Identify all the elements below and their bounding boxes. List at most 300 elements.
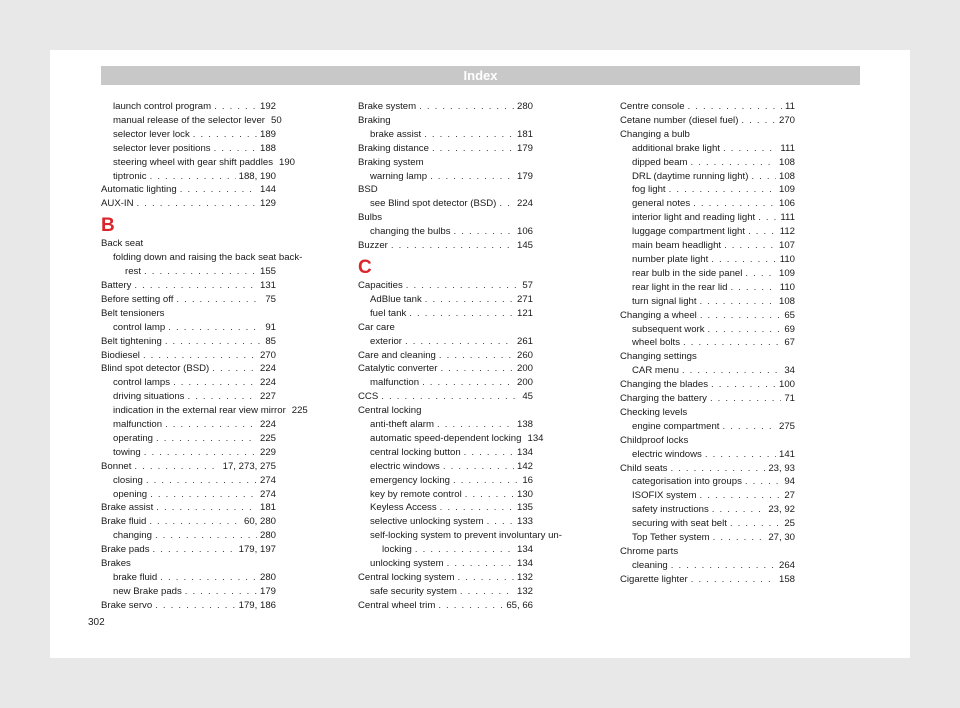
dot-leader	[745, 267, 776, 281]
index-entry-page[interactable]: 106	[516, 226, 533, 238]
index-entry-page[interactable]: 60, 280	[243, 516, 276, 528]
index-entry-page[interactable]: 23, 93	[768, 462, 795, 474]
index-entry-term: Changing a wheel	[620, 309, 697, 321]
index-entry-term: general notes	[632, 198, 691, 210]
index-entry-page[interactable]: 225	[259, 432, 276, 444]
index-entry-term: Chrome parts	[620, 546, 679, 557]
index-entry-term: subsequent work	[632, 323, 705, 335]
dot-leader	[422, 376, 514, 390]
dot-leader	[671, 559, 776, 573]
index-entry-page[interactable]: 181	[259, 502, 276, 514]
index-entry-term: securing with seat belt	[632, 518, 727, 530]
index-entry-term: Brake pads	[101, 544, 150, 556]
dot-leader	[670, 462, 765, 476]
index-entry-term: Checking levels	[620, 406, 688, 418]
dot-leader	[430, 170, 514, 184]
index-subentry	[620, 197, 795, 211]
index-entry-term: locking	[382, 544, 412, 556]
dot-leader	[683, 336, 781, 350]
index-entry-page[interactable]: 224	[259, 419, 276, 431]
dot-leader	[173, 376, 257, 390]
index-subentry	[620, 253, 795, 267]
index-entry-term: dipped beam	[632, 156, 688, 168]
index-entry	[620, 100, 795, 114]
index-entry-page[interactable]: 11	[785, 101, 795, 112]
index-entry	[101, 197, 276, 211]
index-entry-page[interactable]: 110	[779, 253, 795, 265]
index-entry	[620, 114, 795, 128]
index-subentry	[101, 418, 276, 432]
index-entry-page[interactable]: 134	[516, 544, 533, 556]
dot-leader	[723, 142, 777, 156]
dot-leader	[748, 225, 777, 239]
dot-leader	[705, 448, 776, 462]
index-entry-page[interactable]: 280	[259, 530, 276, 542]
index-entry-page[interactable]: 134	[527, 432, 544, 444]
index-subentry	[620, 364, 795, 378]
index-entry	[620, 378, 795, 392]
index-subentry	[358, 197, 533, 211]
index-entry-term: selective unlocking system	[370, 516, 484, 528]
index-entry	[101, 237, 276, 251]
index-entry-term: fuel tank	[370, 307, 407, 319]
index-entry	[358, 156, 533, 170]
index-entry-term: Battery	[101, 279, 132, 291]
index-entry-term: CCS	[358, 391, 379, 403]
index-entry-page[interactable]: 91	[265, 321, 276, 333]
index-subentry	[101, 432, 276, 446]
index-entry-page[interactable]: 108	[778, 170, 795, 182]
index-entry-term: anti-theft alarm	[370, 419, 434, 431]
dot-leader	[724, 239, 776, 253]
index-entry-page[interactable]: 275	[778, 420, 795, 432]
index-entry-page[interactable]: 270	[778, 114, 795, 126]
index-entry-page[interactable]: 69	[784, 323, 795, 335]
dot-leader	[212, 362, 257, 376]
index-subentry	[101, 376, 276, 390]
index-entry-term: steering wheel with gear shift paddles	[113, 156, 273, 168]
index-entry	[101, 307, 276, 321]
index-entry-page[interactable]: 271	[516, 293, 533, 305]
dot-leader	[156, 432, 257, 446]
index-entry-page[interactable]: 108	[778, 295, 795, 307]
index-subentry	[358, 543, 533, 557]
index-entry-term: electric windows	[370, 460, 440, 472]
index-entry-page[interactable]: 107	[778, 240, 795, 252]
index-entry-page[interactable]: 129	[259, 198, 276, 210]
index-entry-page[interactable]: 138	[516, 419, 533, 431]
index-entry-page[interactable]: 23, 92	[768, 504, 795, 516]
index-entry	[101, 349, 276, 363]
index-subentry	[101, 170, 276, 184]
index-entry-page[interactable]: 112	[779, 226, 795, 238]
index-entry	[358, 321, 533, 335]
index-entry-term: Central locking system	[358, 572, 455, 583]
dot-leader	[758, 211, 777, 225]
dot-leader	[499, 197, 514, 211]
index-subentry	[620, 183, 795, 197]
index-entry-term: fog light	[632, 184, 666, 196]
index-entry-term: BSD	[358, 184, 378, 196]
index-subentry	[358, 474, 533, 488]
index-entry-term: Cetane number (diesel fuel)	[620, 114, 739, 126]
dot-leader	[682, 364, 781, 378]
index-entry-page[interactable]: 50	[270, 114, 282, 126]
dot-leader	[700, 489, 782, 503]
index-entry	[358, 183, 533, 197]
index-entry-term: safe security system	[370, 585, 457, 597]
index-entry-term: Brakes	[101, 558, 131, 570]
index-entry-term: Back seat	[101, 238, 144, 250]
index-entry-page[interactable]: 274	[259, 488, 276, 500]
index-entry-term: Child seats	[620, 462, 668, 474]
index-entry-page[interactable]: 106	[778, 198, 795, 210]
index-letter-heading: B	[101, 215, 115, 237]
index-entry-term: turn signal light	[632, 295, 697, 307]
dot-leader	[437, 418, 514, 432]
index-subentry	[620, 295, 795, 309]
index-entry-page[interactable]: 192	[259, 101, 276, 112]
index-entry-term: launch control program	[113, 101, 212, 112]
index-entry-page[interactable]: 27	[784, 490, 795, 502]
index-subentry	[101, 156, 296, 170]
index-entry-page[interactable]: 45	[522, 391, 533, 403]
index-entry-term: Centre console	[620, 101, 685, 112]
dot-leader	[160, 571, 257, 585]
index-entry-term: key by remote control	[370, 488, 462, 500]
index-entry-term: self-locking system to prevent involuntary un-	[370, 530, 562, 542]
index-subentry	[620, 239, 795, 253]
index-entry-term: safety instructions	[632, 504, 709, 516]
dot-leader	[438, 599, 503, 613]
index-entry	[620, 573, 795, 587]
index-entry-term: malfunction	[113, 419, 163, 431]
index-entry-page[interactable]: 145	[516, 240, 533, 252]
index-entry-page[interactable]: 224	[259, 363, 276, 375]
index-entry-page[interactable]: 200	[516, 377, 533, 389]
index-entry-term: Blind spot detector (BSD)	[101, 363, 210, 375]
dot-leader	[464, 446, 514, 460]
index-entry-page[interactable]: 71	[784, 393, 795, 405]
dot-leader	[722, 420, 776, 434]
index-subentry	[358, 529, 562, 543]
index-entry	[101, 335, 276, 349]
index-entry-term: selector lever lock	[113, 128, 190, 140]
index-entry-page[interactable]: 155	[259, 266, 276, 278]
index-entry-term: categorisation into groups	[632, 476, 742, 488]
index-entry-term: Central locking	[358, 405, 422, 417]
index-letter-heading: C	[358, 256, 372, 278]
index-entry	[358, 114, 533, 128]
dot-leader	[447, 557, 514, 571]
dot-leader	[150, 170, 236, 184]
index-entry	[358, 390, 533, 404]
index-subentry	[620, 559, 795, 573]
index-entry-page[interactable]: 65	[784, 309, 795, 321]
index-entry	[101, 557, 276, 571]
index-entry-term: Changing a bulb	[620, 128, 690, 140]
index-entry-page[interactable]: 133	[516, 516, 533, 528]
index-entry-page[interactable]: 224	[259, 377, 276, 389]
index-entry-page[interactable]: 121	[516, 307, 533, 319]
dot-leader	[730, 281, 776, 295]
index-entry-term: changing	[113, 530, 152, 542]
index-entry-page[interactable]: 135	[516, 502, 533, 514]
dot-leader	[134, 460, 219, 474]
index-entry-term: rear bulb in the side panel	[632, 267, 743, 279]
index-entry-term: Automatic lighting	[101, 184, 177, 196]
index-entry-page[interactable]: 179	[516, 170, 533, 182]
index-entry-page[interactable]: 85	[265, 335, 276, 347]
index-entry-page[interactable]: 190	[279, 156, 296, 168]
index-entry-term: Car care	[358, 321, 395, 333]
index-entry-page[interactable]: 270	[259, 349, 276, 361]
index-entry	[101, 515, 276, 529]
dot-leader	[669, 183, 776, 197]
index-entry-term: see Blind spot detector (BSD)	[370, 198, 497, 210]
index-entry-page[interactable]: 132	[516, 572, 533, 583]
index-entry-term: tiptronic	[113, 170, 147, 182]
index-entry-page[interactable]: 75	[265, 293, 276, 305]
index-entry-page[interactable]: 131	[259, 279, 276, 291]
dot-leader	[419, 100, 514, 114]
dot-leader	[711, 378, 776, 392]
index-entry-term: Keyless Access	[370, 502, 437, 514]
index-entry-page[interactable]: 34	[784, 365, 795, 377]
index-entry-term: main beam headlight	[632, 240, 722, 252]
index-entry-term: Changing settings	[620, 351, 697, 363]
index-entry-term: cleaning	[632, 559, 668, 571]
dot-leader	[439, 349, 514, 363]
dot-leader	[406, 279, 520, 293]
dot-leader	[155, 599, 235, 613]
index-entry-page[interactable]: 179	[516, 142, 533, 154]
index-entry	[358, 279, 533, 293]
index-entry-term: new Brake pads	[113, 585, 182, 597]
index-subentry	[101, 474, 276, 488]
index-entry-page[interactable]: 181	[516, 128, 533, 140]
index-entry-term: exterior	[370, 335, 402, 347]
index-entry-page[interactable]: 158	[778, 573, 795, 585]
dot-leader	[165, 418, 257, 432]
index-entry-term: Before setting off	[101, 293, 174, 305]
index-entry-page[interactable]: 144	[259, 184, 276, 196]
index-entry	[101, 279, 276, 293]
index-entry-term: indication in the external rear view mirror	[113, 405, 286, 417]
index-entry-page[interactable]: 67	[784, 337, 795, 349]
index-entry-term: Care and cleaning	[358, 349, 436, 361]
index-subentry	[101, 529, 276, 543]
index-entry-page[interactable]: 274	[259, 474, 276, 486]
index-entry-page[interactable]: 17, 273, 275	[222, 460, 276, 472]
dot-leader	[700, 309, 782, 323]
dot-leader	[487, 515, 514, 529]
index-entry	[101, 293, 276, 307]
index-entry-page[interactable]: 264	[778, 559, 795, 571]
index-subentry	[620, 170, 795, 184]
index-entry-term: rear light in the rear lid	[632, 281, 728, 293]
index-entry-page[interactable]: 200	[516, 363, 533, 375]
index-entry	[101, 543, 276, 557]
index-entry-page[interactable]: 280	[259, 572, 276, 583]
index-subentry	[358, 170, 533, 184]
index-column-2	[358, 100, 562, 613]
dot-leader	[187, 390, 257, 404]
index-entry	[101, 183, 276, 197]
index-entry-page[interactable]: 188, 190	[238, 170, 276, 182]
index-entry-page[interactable]: 142	[516, 460, 533, 472]
page-number: 302	[88, 617, 105, 628]
index-entry-page[interactable]: 261	[516, 335, 533, 347]
index-subentry	[358, 376, 533, 390]
index-entry-term: Brake system	[358, 101, 417, 112]
index-entry	[101, 362, 276, 376]
index-entry-term: Belt tensioners	[101, 307, 165, 319]
dot-leader	[691, 573, 776, 587]
index-column-3	[620, 100, 795, 587]
dot-leader	[409, 307, 514, 321]
index-entry-term: engine compartment	[632, 420, 720, 432]
index-entry-page[interactable]: 110	[779, 281, 795, 293]
dot-leader	[134, 279, 257, 293]
index-subentry	[620, 336, 795, 350]
index-subentry	[620, 156, 795, 170]
index-subentry	[358, 585, 533, 599]
index-entry	[358, 100, 533, 114]
index-subentry	[358, 488, 533, 502]
index-entry-page[interactable]: 65, 66	[506, 599, 533, 611]
index-entry-page[interactable]: 16	[522, 474, 533, 486]
index-subentry	[358, 335, 533, 349]
index-entry-term: Changing the blades	[620, 379, 709, 391]
dot-leader	[432, 142, 514, 156]
index-entry-page[interactable]: 188	[259, 142, 276, 154]
index-entry-page[interactable]: 111	[780, 142, 795, 154]
index-entry-term: warning lamp	[370, 170, 428, 182]
dot-leader	[730, 517, 781, 531]
index-entry-page[interactable]: 141	[778, 448, 795, 460]
index-entry-term: manual release of the selector lever	[113, 114, 265, 126]
index-entry-page[interactable]: 189	[259, 128, 276, 140]
index-entry-term: malfunction	[370, 377, 420, 389]
page-header: Index	[101, 66, 860, 85]
index-entry-page[interactable]: 111	[780, 212, 795, 224]
index-entry-term: DRL (daytime running light)	[632, 170, 749, 182]
index-entry-term: Bonnet	[101, 460, 132, 472]
index-entry-term: Buzzer	[358, 240, 388, 252]
index-entry-page[interactable]: 179	[259, 585, 276, 597]
index-entry-page[interactable]: 109	[778, 267, 795, 279]
index-entry-page[interactable]: 109	[778, 184, 795, 196]
index-subentry	[101, 142, 276, 156]
index-entry-page[interactable]: 229	[259, 446, 276, 458]
dot-leader	[155, 529, 257, 543]
dot-leader	[745, 475, 781, 489]
index-entry-term: emergency locking	[370, 474, 450, 486]
index-entry-page[interactable]: 25	[784, 518, 795, 530]
index-subentry	[620, 531, 795, 545]
dot-leader	[712, 503, 766, 517]
index-entry-page[interactable]: 57	[522, 279, 533, 291]
index-entry-term: interior light and reading light	[632, 212, 756, 224]
dot-leader	[711, 253, 776, 267]
index-entry-page[interactable]: 94	[784, 476, 795, 488]
dot-leader	[214, 100, 257, 114]
dot-leader	[381, 390, 519, 404]
index-subentry	[101, 321, 276, 335]
index-subentry	[101, 571, 276, 585]
index-entry-term: additional brake light	[632, 142, 721, 154]
index-entry-page[interactable]: 179, 186	[238, 599, 276, 611]
index-entry	[358, 239, 533, 253]
index-entry	[620, 462, 795, 476]
index-entry-term: closing	[113, 474, 143, 486]
index-entry-term: driving situations	[113, 391, 185, 403]
index-subentry	[620, 448, 795, 462]
dot-leader	[693, 197, 776, 211]
index-subentry	[101, 390, 276, 404]
index-entry-page[interactable]: 27, 30	[768, 532, 795, 544]
index-subentry	[358, 225, 533, 239]
index-subentry	[101, 404, 308, 418]
index-entry-page[interactable]: 100	[778, 379, 795, 391]
index-entry-term: Braking system	[358, 156, 424, 168]
index-entry-term: CAR menu	[632, 365, 679, 377]
dot-leader	[688, 100, 783, 114]
index-entry-page[interactable]: 260	[516, 349, 533, 361]
index-subentry	[101, 128, 276, 142]
dot-leader	[458, 571, 514, 585]
index-entry	[358, 142, 533, 156]
dot-leader	[149, 515, 241, 529]
index-subentry	[620, 267, 795, 281]
index-entry-page[interactable]: 227	[259, 391, 276, 403]
index-entry-page[interactable]: 225	[291, 405, 308, 417]
dot-leader	[713, 531, 766, 545]
index-entry-term: Brake assist	[101, 502, 154, 514]
index-entry-page[interactable]: 280	[516, 101, 533, 112]
index-subentry	[101, 488, 276, 502]
index-entry	[620, 392, 795, 406]
index-entry	[620, 350, 795, 364]
dot-leader	[424, 128, 514, 142]
index-entry	[620, 309, 795, 323]
index-entry-term: electric windows	[632, 448, 702, 460]
index-entry-page[interactable]: 108	[778, 156, 795, 168]
index-entry-term: Braking	[358, 114, 391, 126]
index-entry-page[interactable]: 130	[516, 488, 533, 500]
index-entry-term: AUX-IN	[101, 198, 134, 210]
index-entry-term: Central wheel trim	[358, 599, 436, 611]
index-entry-term: folding down and raising the back seat back-	[113, 252, 303, 264]
index-entry-term: control lamps	[113, 377, 171, 389]
dot-leader	[465, 488, 514, 502]
dot-leader	[143, 349, 257, 363]
index-subentry	[620, 475, 795, 489]
dot-leader	[453, 474, 519, 488]
index-entry-term: selector lever positions	[113, 142, 211, 154]
index-entry-term: Cigarette lighter	[620, 573, 688, 585]
index-entry-page[interactable]: 179, 197	[238, 544, 276, 556]
index-entry-page[interactable]: 134	[516, 446, 533, 458]
index-entry-page[interactable]: 134	[516, 558, 533, 570]
index-entry-page[interactable]: 132	[516, 585, 533, 597]
dot-leader	[710, 392, 781, 406]
index-entry	[358, 349, 533, 363]
index-entry-term: Bulbs	[358, 212, 382, 224]
dot-leader	[751, 170, 776, 184]
index-entry-page[interactable]: 224	[516, 198, 533, 210]
